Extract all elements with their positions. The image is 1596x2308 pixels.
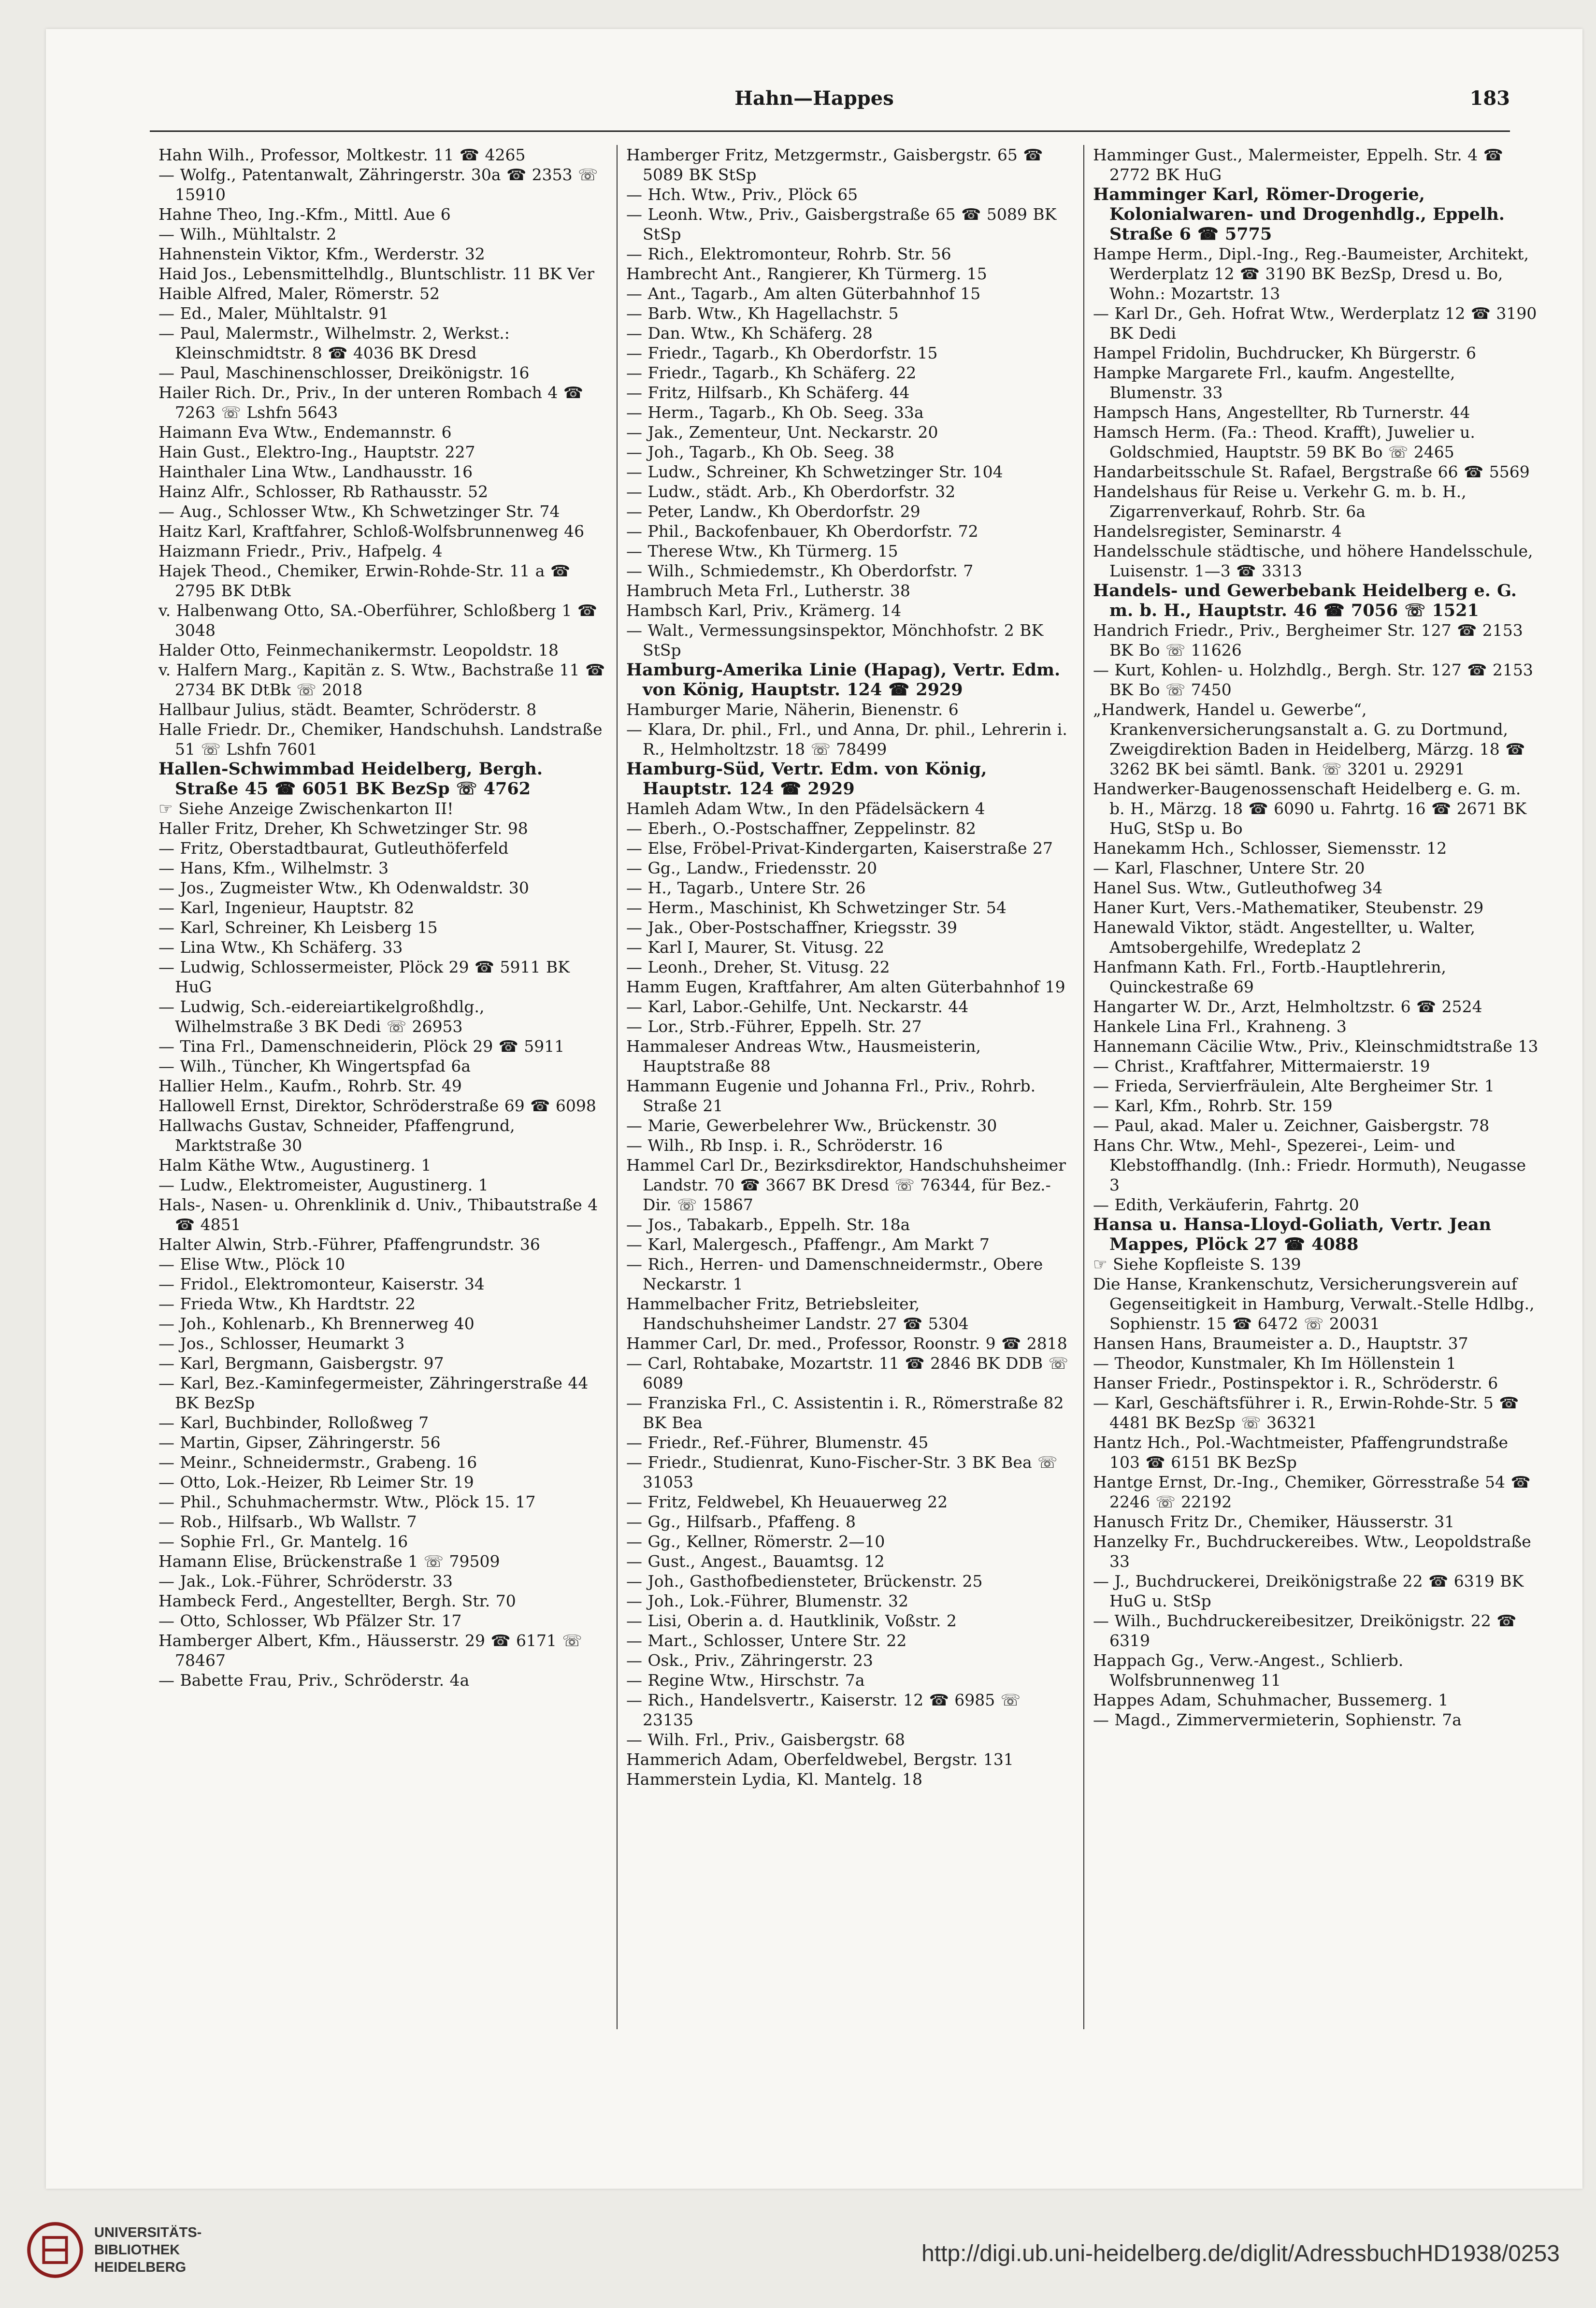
directory-entry: — Wilh., Tüncher, Kh Wingertspfad 6a (158, 1057, 471, 1075)
directory-entry: Hamberger Fritz, Metzgermstr., Gaisbergstr. 65 ☎ 5089 BK StSp (626, 145, 1043, 184)
viewer-footer (0, 2199, 1596, 2308)
directory-entry: — Theodor, Kunstmaler, Kh Im Höllenstein 1 (1093, 1354, 1456, 1373)
directory-entry: — Karl, Ingenieur, Hauptstr. 82 (158, 898, 415, 917)
directory-entry: — Walt., Vermessungsinspektor, Mönchhofstr. 2 BK StSp (626, 621, 1044, 659)
directory-entry: Hahn Wilh., Professor, Moltkestr. 11 ☎ 4265 (158, 145, 526, 164)
directory-entry: Halder Otto, Feinmechanikermstr. Leopoldstr. 18 (158, 641, 559, 659)
directory-entry: — Lor., Strb.-Führer, Eppelh. Str. 27 (626, 1017, 922, 1036)
directory-entry: — Ludw., Schreiner, Kh Schwetzinger Str. 104 (626, 462, 1003, 481)
directory-entry: — Martin, Gipser, Zähringerstr. 56 (158, 1433, 441, 1452)
directory-entry: — Dan. Wtw., Kh Schäferg. 28 (626, 324, 873, 343)
directory-entry: — Ludwig, Schlossermeister, Plöck 29 ☎ 5911 BK HuG (158, 958, 570, 996)
directory-entry: — Fritz, Oberstadtbaurat, Gutleuthöferfeld (158, 839, 509, 858)
directory-entry: — Therese Wtw., Kh Türmerg. 15 (626, 542, 898, 560)
directory-entry: Hammelbacher Fritz, Betriebsleiter, Handschuhsheimer Landstr. 27 ☎ 5304 (626, 1294, 969, 1333)
directory-entry: — Paul, akad. Maler u. Zeichner, Gaisbergstr. 78 (1093, 1116, 1490, 1135)
directory-entry: — Friedr., Studienrat, Kuno-Fischer-Str. 3 BK Bea ☏ 31053 (626, 1453, 1058, 1491)
directory-entry: — Edith, Verkäuferin, Fahrtg. 20 (1093, 1195, 1359, 1214)
directory-entry: Hainthaler Lina Wtw., Landhausstr. 16 (158, 462, 473, 481)
directory-entry: „Handwerk, Handel u. Gewerbe“, Krankenversicherungsanstalt a. G. zu Dortmund, Zweigdirektion Baden in Heidelberg, Märzg. 18 ☎ 3262 BK bei sämtl. Bank. ☏ 3201 u. 29291 (1093, 700, 1525, 778)
directory-entry: — Gg., Kellner, Römerstr. 2—10 (626, 1532, 885, 1551)
directory-entry: Hankele Lina Frl., Krahneng. 3 (1093, 1017, 1347, 1036)
directory-entry: — Gg., Landw., Friedensstr. 20 (626, 859, 877, 877)
directory-entry: Hamminger Karl, Römer-Drogerie, Kolonialwaren- und Drogenhdlg., Eppelh. Straße 6 ☎ 5775 (1093, 185, 1505, 244)
directory-entry: — Rich., Elektromonteur, Rohrb. Str. 56 (626, 244, 951, 263)
directory-entry: — Karl, Flaschner, Untere Str. 20 (1093, 859, 1365, 877)
directory-entry: — Wilh., Mühltalstr. 2 (158, 225, 337, 244)
library-name (94, 2224, 201, 2276)
directory-entry: Hallen-Schwimmbad Heidelberg, Bergh. Straße 45 ☎ 6051 BK BezSp ☏ 4762 (158, 759, 543, 799)
directory-entry: — Ant., Tagarb., Am alten Güterbahnhof 15 (626, 284, 981, 303)
library-seal-icon (27, 2222, 84, 2279)
directory-entry: — Rich., Herren- und Damenschneidermstr., Obere Neckarstr. 1 (626, 1255, 1043, 1293)
library-name-line-3: HEIDELBERG (94, 2260, 187, 2275)
directory-entry: — Karl, Kfm., Rohrb. Str. 159 (1093, 1096, 1333, 1115)
directory-entry: — Friedr., Ref.-Führer, Blumenstr. 45 (626, 1433, 929, 1452)
directory-entry: Hannemann Cäcilie Wtw., Priv., Kleinschmidtstraße 13 (1093, 1037, 1538, 1056)
directory-entry: Hanekamm Hch., Schlosser, Siemensstr. 12 (1093, 839, 1447, 858)
directory-entry: Hantge Ernst, Dr.-Ing., Chemiker, Görresstraße 54 ☎ 2246 ☏ 22192 (1093, 1473, 1531, 1511)
directory-entry: Hahnenstein Viktor, Kfm., Werderstr. 32 (158, 244, 485, 263)
directory-entry: — Ludwig, Sch.-eidereiartikelgroßhdlg., Wilhelmstraße 3 BK Dedi ☏ 26953 (158, 997, 485, 1036)
directory-entry: — Sophie Frl., Gr. Mantelg. 16 (158, 1532, 408, 1551)
directory-entry: Hajek Theod., Chemiker, Erwin-Rohde-Str. 11 a ☎ 2795 BK DtBk (158, 561, 571, 600)
directory-entry: — Karl Dr., Geh. Hofrat Wtw., Werderplatz 12 ☎ 3190 BK Dedi (1093, 304, 1537, 343)
directory-entry: — Karl, Buchbinder, Rolloßweg 7 (158, 1413, 429, 1432)
directory-entry: Hallier Helm., Kaufm., Rohrb. Str. 49 (158, 1076, 462, 1095)
directory-entry: — Herm., Tagarb., Kh Ob. Seeg. 33a (626, 403, 924, 422)
directory-entry: — Tina Frl., Damenschneiderin, Plöck 29 ☎ 5911 (158, 1037, 565, 1056)
directory-entry: — Fritz, Hilfsarb., Kh Schäferg. 44 (626, 383, 910, 402)
directory-entry: — Barb. Wtw., Kh Hagellachstr. 5 (626, 304, 899, 323)
directory-entry: Hahne Theo, Ing.-Kfm., Mittl. Aue 6 (158, 205, 451, 224)
directory-entry: Handelsschule städtische, und höhere Handelsschule, Luisenstr. 1—3 ☎ 3313 (1093, 542, 1533, 580)
directory-entry: Hamann Elise, Brückenstraße 1 ☏ 79509 (158, 1552, 500, 1571)
directory-entry: — Phil., Backofenbauer, Kh Oberdorfstr. 72 (626, 522, 978, 541)
directory-entry: — Christ., Kraftfahrer, Mittermaierstr. 19 (1093, 1057, 1430, 1075)
directory-entry: — Osk., Priv., Zähringerstr. 23 (626, 1651, 873, 1670)
directory-entry: — Jak., Lok.-Führer, Schröderstr. 33 (158, 1572, 453, 1591)
directory-entry: ☞ Siehe Anzeige Zwischenkarton II! (158, 799, 454, 818)
directory-entry: Hansen Hans, Braumeister a. D., Hauptstr. 37 (1093, 1334, 1468, 1353)
directory-column-2 (617, 145, 1083, 2029)
directory-entry: — H., Tagarb., Untere Str. 26 (626, 878, 866, 897)
directory-entry: — Lisi, Oberin a. d. Hautklinik, Voßstr. 2 (626, 1611, 957, 1630)
directory-entry: — J., Buchdruckerei, Dreikönigstraße 22 ☎ 6319 BK HuG u. StSp (1093, 1572, 1524, 1610)
directory-entry: — Fritz, Feldwebel, Kh Heuauerweg 22 (626, 1492, 948, 1511)
library-name-line-2: BIBLIOTHEK (94, 2242, 180, 2258)
directory-entry: — Karl, Labor.-Gehilfe, Unt. Neckarstr. 44 (626, 997, 969, 1016)
library-name-line-1: UNIVERSITÄTS- (94, 2225, 202, 2240)
directory-entry: Die Hanse, Krankenschutz, Versicherungsverein auf Gegenseitigkeit in Hamburg, Verwalt.-Stelle Hdlbg., Sophienstr. 15 ☎ 6472 ☏ 20031 (1093, 1275, 1535, 1333)
directory-entry: — Kurt, Kohlen- u. Holzhdlg., Bergh. Str. 127 ☎ 2153 BK Bo ☏ 7450 (1093, 660, 1533, 699)
directory-entry: Hamm Eugen, Kraftfahrer, Am alten Güterbahnhof 19 (626, 977, 1065, 996)
directory-entry: Hansa u. Hansa-Lloyd-Goliath, Vertr. Jean Mappes, Plöck 27 ☎ 4088 (1093, 1215, 1492, 1254)
directory-entry: — Wilh., Rb Insp. i. R., Schröderstr. 16 (626, 1136, 943, 1155)
directory-entry: — Joh., Kohlenarb., Kh Brennerweg 40 (158, 1314, 474, 1333)
directory-entry: — Karl, Malergesch., Pfaffengr., Am Markt 7 (626, 1235, 990, 1254)
directory-entry: Hampsch Hans, Angestellter, Rb Turnerstr. 44 (1093, 403, 1470, 422)
directory-entry: Hangarter W. Dr., Arzt, Helmholtzstr. 6 ☎ 2524 (1093, 997, 1482, 1016)
directory-entry: Hals-, Nasen- u. Ohrenklinik d. Univ., Thibautstraße 4 ☎ 4851 (158, 1195, 598, 1234)
directory-entry: — Lina Wtw., Kh Schäferg. 33 (158, 938, 403, 957)
directory-entry: Happes Adam, Schuhmacher, Bussemerg. 1 (1093, 1691, 1449, 1709)
directory-entry: — Phil., Schuhmachermstr. Wtw., Plöck 15. 17 (158, 1492, 536, 1511)
directory-entry: — Hch. Wtw., Priv., Plöck 65 (626, 185, 858, 204)
directory-entry: Hantz Hch., Pol.-Wachtmeister, Pfaffengrundstraße 103 ☎ 6151 BK BezSp (1093, 1433, 1508, 1472)
directory-entry: Hammel Carl Dr., Bezirksdirektor, Handschuhsheimer Landstr. 70 ☎ 3667 BK Dresd ☏ 76344, für Bez.-Dir. ☏ 15867 (626, 1156, 1066, 1214)
directory-entry: — Paul, Malermstr., Wilhelmstr. 2, Werkst.: Kleinschmidtstr. 8 ☎ 4036 BK Dresd (158, 324, 510, 362)
directory-entry: — Ludw., städt. Arb., Kh Oberdorfstr. 32 (626, 482, 956, 501)
directory-entry: — Franziska Frl., C. Assistentin i. R., Römerstraße 82 BK Bea (626, 1393, 1064, 1432)
directory-entry: Hain Gust., Elektro-Ing., Hauptstr. 227 (158, 443, 475, 461)
directory-entry: Handarbeitsschule St. Rafael, Bergstraße 66 ☎ 5569 (1093, 462, 1530, 481)
directory-entry: — Karl, Schreiner, Kh Leisberg 15 (158, 918, 438, 937)
directory-entry: Haner Kurt, Vers.-Mathematiker, Steubenstr. 29 (1093, 898, 1484, 917)
directory-entry: Haible Alfred, Maler, Römerstr. 52 (158, 284, 440, 303)
directory-entry: — Friedr., Tagarb., Kh Schäferg. 22 (626, 363, 917, 382)
directory-entry: Hallwachs Gustav, Schneider, Pfaffengrund, Marktstraße 30 (158, 1116, 515, 1155)
directory-entry: Handrich Friedr., Priv., Bergheimer Str. 127 ☎ 2153 BK Bo ☏ 11626 (1093, 621, 1523, 659)
directory-entry: — Jos., Zugmeister Wtw., Kh Odenwaldstr. 30 (158, 878, 529, 897)
directory-entry: — Otto, Lok.-Heizer, Rb Leimer Str. 19 (158, 1473, 474, 1491)
directory-entry: Hanewald Viktor, städt. Angestellter, u. Walter, Amtsobergehilfe, Wredeplatz 2 (1093, 918, 1476, 957)
directory-entry: — Herm., Maschinist, Kh Schwetzinger Str. 54 (626, 898, 1006, 917)
directory-entry: Handelsregister, Seminarstr. 4 (1093, 522, 1342, 541)
directory-entry: Hans Chr. Wtw., Mehl-, Spezerei-, Leim- und Klebstoffhandlg. (Inh.: Friedr. Hormuth), Neugasse 3 (1093, 1136, 1526, 1194)
directory-entry: — Frieda Wtw., Kh Hardtstr. 22 (158, 1294, 416, 1313)
directory-entry: — Fridol., Elektromonteur, Kaiserstr. 34 (158, 1275, 485, 1293)
directory-entry: — Joh., Tagarb., Kh Ob. Seeg. 38 (626, 443, 894, 461)
directory-entry: — Leonh. Wtw., Priv., Gaisbergstraße 65 ☎ 5089 BK StSp (626, 205, 1057, 244)
directory-entry: — Joh., Lok.-Führer, Blumenstr. 32 (626, 1591, 909, 1610)
directory-entry: — Peter, Landw., Kh Oberdorfstr. 29 (626, 502, 920, 521)
header-divider (150, 130, 1510, 132)
directory-entry: ☞ Siehe Kopfleiste S. 139 (1093, 1255, 1301, 1274)
directory-entry: — Mart., Schlosser, Untere Str. 22 (626, 1631, 907, 1650)
directory-entry: Hamminger Gust., Malermeister, Eppelh. Str. 4 ☎ 2772 BK HuG (1093, 145, 1503, 184)
directory-entry: — Marie, Gewerbelehrer Ww., Brückenstr. 30 (626, 1116, 997, 1135)
directory-entry: Hampe Herm., Dipl.-Ing., Reg.-Baumeister, Architekt, Werderplatz 12 ☎ 3190 BK BezSp, Dresd u. Bo, Wohn.: Mozartstr. 13 (1093, 244, 1529, 303)
source-url[interactable]: http://digi.ub.uni-heidelberg.de/diglit/AdressbuchHD1938/0253 (921, 2241, 1560, 2266)
directory-entry: — Paul, Maschinenschlosser, Dreikönigstr. 16 (158, 363, 530, 382)
directory-entry: Hamleh Adam Wtw., In den Pfädelsäckern 4 (626, 799, 985, 818)
directory-entry: — Carl, Rohtabake, Mozartstr. 11 ☎ 2846 BK DDB ☏ 6089 (626, 1354, 1068, 1392)
directory-entry: Hambrecht Ant., Rangierer, Kh Türmerg. 15 (626, 264, 987, 283)
library-logo (27, 2214, 278, 2286)
directory-entry: — Jak., Ober-Postschaffner, Kriegsstr. 39 (626, 918, 958, 937)
directory-entry: — Klara, Dr. phil., Frl., und Anna, Dr. phil., Lehrerin i. R., Helmholtzstr. 18 ☏ 78499 (626, 720, 1067, 759)
directory-entry: Hamburg-Süd, Vertr. Edm. von König, Hauptstr. 124 ☎ 2929 (626, 759, 987, 799)
scanned-page (46, 29, 1582, 2189)
directory-entry: v. Halbenwang Otto, SA.-Oberführer, Schloßberg 1 ☎ 3048 (158, 601, 597, 640)
directory-entry: Hanser Friedr., Postinspektor i. R., Schröderstr. 6 (1093, 1374, 1498, 1392)
directory-entry: — Joh., Gasthofbediensteter, Brückenstr. 25 (626, 1572, 983, 1591)
directory-entry: — Wilh., Buchdruckereibesitzer, Dreikönigstr. 22 ☎ 6319 (1093, 1611, 1517, 1650)
directory-entry: — Jos., Schlosser, Heumarkt 3 (158, 1334, 405, 1353)
directory-column-1 (150, 145, 617, 2029)
directory-entry: Haimann Eva Wtw., Endemannstr. 6 (158, 423, 452, 442)
directory-entry: Hainz Alfr., Schlosser, Rb Rathausstr. 52 (158, 482, 489, 501)
directory-entry: Halter Alwin, Strb.-Führer, Pfaffengrundstr. 36 (158, 1235, 540, 1254)
directory-entry: — Meinr., Schneidermstr., Grabeng. 16 (158, 1453, 477, 1472)
directory-entry: Hamberger Albert, Kfm., Häusserstr. 29 ☎ 6171 ☏ 78467 (158, 1631, 582, 1670)
directory-entry: — Jos., Tabakarb., Eppelh. Str. 18a (626, 1215, 910, 1234)
directory-entry: — Magd., Zimmervermieterin, Sophienstr. 7a (1093, 1710, 1462, 1729)
directory-entry: — Karl, Bez.-Kaminfegermeister, Zähringerstraße 44 BK BezSp (158, 1374, 589, 1412)
directory-entry: Halm Käthe Wtw., Augustinerg. 1 (158, 1156, 431, 1175)
directory-entry: — Eberh., O.-Postschaffner, Zeppelinstr. 82 (626, 819, 977, 838)
directory-entry: — Karl, Geschäftsführer i. R., Erwin-Rohde-Str. 5 ☎ 4481 BK BezSp ☏ 36321 (1093, 1393, 1519, 1432)
directory-entry: — Wilh. Frl., Priv., Gaisbergstr. 68 (626, 1730, 905, 1749)
directory-entry: — Elise Wtw., Plöck 10 (158, 1255, 345, 1274)
directory-columns (150, 145, 1551, 2029)
directory-entry: — Babette Frau, Priv., Schröderstr. 4a (158, 1671, 470, 1690)
directory-entry: Haller Fritz, Dreher, Kh Schwetzinger Str. 98 (158, 819, 528, 838)
directory-entry: — Ed., Maler, Mühltalstr. 91 (158, 304, 389, 323)
directory-entry: Hambeck Ferd., Angestellter, Bergh. Str. 70 (158, 1591, 516, 1610)
directory-entry: Hanfmann Kath. Frl., Fortb.-Hauptlehrerin, Quinckestraße 69 (1093, 958, 1446, 996)
directory-entry: Hambsch Karl, Priv., Krämerg. 14 (626, 601, 902, 620)
directory-entry: Haitz Karl, Kraftfahrer, Schloß-Wolfsbrunnenweg 46 (158, 522, 585, 541)
directory-entry: Halle Friedr. Dr., Chemiker, Handschuhsh. Landstraße 51 ☏ Lshfn 7601 (158, 720, 603, 759)
directory-entry: Hallowell Ernst, Direktor, Schröderstraße 69 ☎ 6098 (158, 1096, 596, 1115)
directory-entry: — Wolfg., Patentanwalt, Zähringerstr. 30a ☎ 2353 ☏ 15910 (158, 165, 598, 204)
directory-entry: Hampke Margarete Frl., kaufm. Angestellte, Blumenstr. 33 (1093, 363, 1455, 402)
directory-entry: — Frieda, Servierfräulein, Alte Bergheimer Str. 1 (1093, 1076, 1495, 1095)
directory-entry: Hanel Sus. Wtw., Gutleuthofweg 34 (1093, 878, 1383, 897)
directory-entry: — Aug., Schlosser Wtw., Kh Schwetzinger Str. 74 (158, 502, 560, 521)
directory-entry: Haid Jos., Lebensmittelhdlg., Bluntschlistr. 11 BK Ver (158, 264, 595, 283)
directory-entry: Hanzelky Fr., Buchdruckereibes. Wtw., Leopoldstraße 33 (1093, 1532, 1531, 1571)
directory-entry: Handwerker-Baugenossenschaft Heidelberg e. G. m. b. H., Märzg. 18 ☎ 6090 u. Fahrtg. 16 ☎ 2671 BK HuG, StSp u. Bo (1093, 779, 1527, 838)
directory-entry: — Karl I, Maurer, St. Vitusg. 22 (626, 938, 884, 957)
directory-entry: Happach Gg., Verw.-Angest., Schlierb. Wolfsbrunnenweg 11 (1093, 1651, 1404, 1690)
directory-entry: — Ludw., Elektromeister, Augustinerg. 1 (158, 1176, 489, 1194)
directory-entry: — Wilh., Schmiedemstr., Kh Oberdorfstr. 7 (626, 561, 974, 580)
directory-entry: — Gust., Angest., Bauamtsg. 12 (626, 1552, 885, 1571)
directory-entry: — Rich., Handelsvertr., Kaiserstr. 12 ☎ 6985 ☏ 23135 (626, 1691, 1021, 1729)
directory-entry: — Jak., Zementeur, Unt. Neckarstr. 20 (626, 423, 938, 442)
directory-entry: Handelshaus für Reise u. Verkehr G. m. b. H., Zigarrenverkauf, Rohrb. Str. 6a (1093, 482, 1467, 521)
directory-entry: Hallbaur Julius, städt. Beamter, Schröderstr. 8 (158, 700, 537, 719)
directory-entry: Hampel Fridolin, Buchdrucker, Kh Bürgerstr. 6 (1093, 344, 1476, 362)
directory-entry: Hammaleser Andreas Wtw., Hausmeisterin, Hauptstraße 88 (626, 1037, 981, 1075)
directory-entry: v. Halfern Marg., Kapitän z. S. Wtw., Bachstraße 11 ☎ 2734 BK DtBk ☏ 2018 (158, 660, 605, 699)
directory-column-3 (1083, 145, 1550, 2029)
directory-entry: — Friedr., Tagarb., Kh Oberdorfstr. 15 (626, 344, 938, 362)
directory-entry: — Regine Wtw., Hirschstr. 7a (626, 1671, 865, 1690)
directory-entry: Hamburger Marie, Näherin, Bienenstr. 6 (626, 700, 959, 719)
directory-entry: — Else, Fröbel-Privat-Kindergarten, Kaiserstraße 27 (626, 839, 1053, 858)
directory-entry: Hammerstein Lydia, Kl. Mantelg. 18 (626, 1770, 923, 1789)
directory-entry: Hanusch Fritz Dr., Chemiker, Häusserstr. 31 (1093, 1512, 1455, 1531)
directory-entry: Haizmann Friedr., Priv., Hafpelg. 4 (158, 542, 443, 560)
directory-entry: — Gg., Hilfsarb., Pfaffeng. 8 (626, 1512, 856, 1531)
directory-entry: — Rob., Hilfsarb., Wb Wallstr. 7 (158, 1512, 417, 1531)
directory-entry: — Karl, Bergmann, Gaisbergstr. 97 (158, 1354, 444, 1373)
directory-entry: Hamsch Herm. (Fa.: Theod. Krafft), Juwelier u. Goldschmied, Hauptstr. 59 BK Bo ☏ 2465 (1093, 423, 1475, 461)
directory-entry: Hammerich Adam, Oberfeldwebel, Bergstr. 131 (626, 1750, 1014, 1769)
directory-entry: — Otto, Schlosser, Wb Pfälzer Str. 17 (158, 1611, 462, 1630)
directory-entry: Handels- und Gewerbebank Heidelberg e. G. m. b. H., Hauptstr. 46 ☎ 7056 ☏ 1521 (1093, 581, 1517, 620)
directory-entry: Hammann Eugenie und Johanna Frl., Priv., Rohrb. Straße 21 (626, 1076, 1036, 1115)
directory-entry: Hailer Rich. Dr., Priv., In der unteren Rombach 4 ☎ 7263 ☏ Lshfn 5643 (158, 383, 583, 422)
directory-entry: — Hans, Kfm., Wilhelmstr. 3 (158, 859, 389, 877)
directory-entry: Hamburg-Amerika Linie (Hapag), Vertr. Edm. von König, Hauptstr. 124 ☎ 2929 (626, 660, 1061, 700)
directory-entry: Hammer Carl, Dr. med., Professor, Roonstr. 9 ☎ 2818 (626, 1334, 1067, 1353)
page-number: 183 (1469, 87, 1510, 110)
page-header-title: Hahn—Happes (734, 87, 894, 110)
directory-entry: Hambruch Meta Frl., Lutherstr. 38 (626, 581, 910, 600)
directory-entry: — Leonh., Dreher, St. Vitusg. 22 (626, 958, 890, 976)
